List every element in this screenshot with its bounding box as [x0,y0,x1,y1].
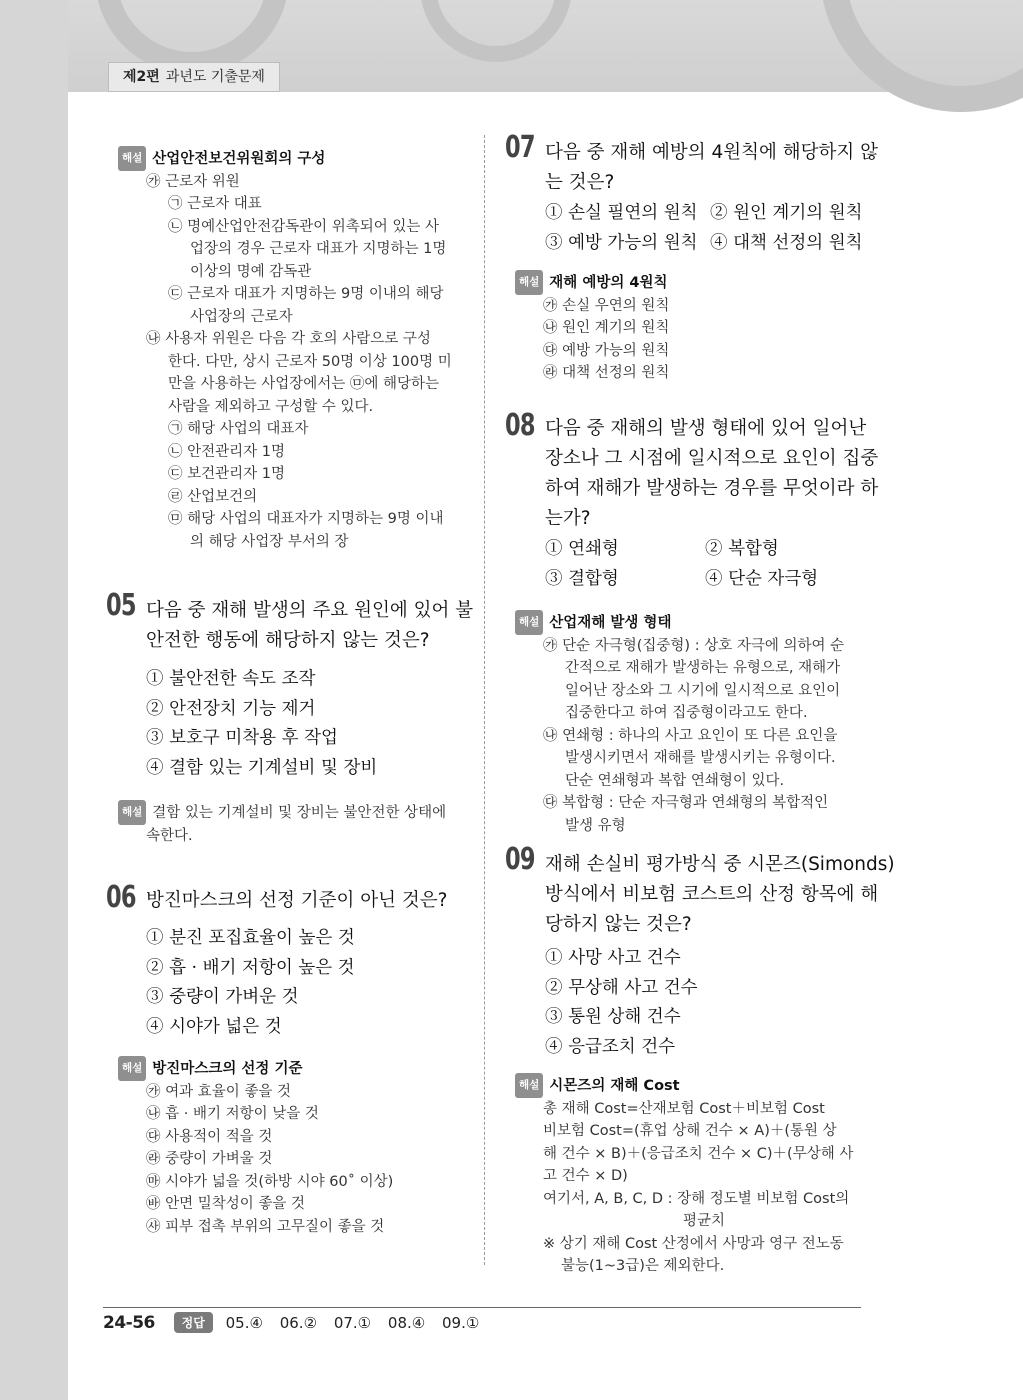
question-number: 05 [106,588,136,623]
option-1[interactable]: ① 손실 필연의 원칙 [545,203,698,223]
question-line: 당하지 않는 것은? [545,914,692,935]
explanation-line: ㉳ 안면 밀착성이 좋을 것 [146,1196,305,1212]
explanation-line: 총 재해 Cost=산재보험 Cost＋비보험 Cost [543,1100,825,1117]
option-4[interactable]: ④ 시야가 넓은 것 [146,1016,282,1037]
option-4[interactable]: ④ 결함 있는 기계설비 및 장비 [146,757,378,778]
answer-07: 07.① [333,1314,372,1332]
question-text-q06 [146,886,447,916]
explanation-line: ㉴ 피부 접촉 부위의 고무질이 좋을 것 [146,1218,385,1235]
question-line: 는 것은? [545,172,615,193]
explanation-line: ㉮ 여과 효율이 좋을 것 [146,1083,291,1100]
explanation-line: 사람을 제외하고 구성할 수 있다. [168,398,374,415]
explanation-line: ※ 상기 재해 Cost 산정에서 사망과 영구 전노동 [543,1235,844,1252]
explanation-title: 산업안전보건위원회의 구성 [152,151,326,167]
option-1[interactable]: ① 불안전한 속도 조작 [146,669,316,689]
explanation-line: ㉰ 예방 가능의 원칙 [543,342,670,359]
explanation-q09 [515,1073,875,1278]
explanation-line: 한다. 다만, 상시 근로자 50명 이상 100명 미 [168,353,452,370]
explanation-badge: 해설 [515,610,543,635]
explanation-line: 발생시키면서 재해를 발생시키는 유형이다. [565,750,836,766]
explanation-line: ㉰ 복합형 : 단순 자극형과 연쇄형의 복합적인 [543,795,829,811]
explanation-line: 사업장의 근로자 [190,308,293,325]
option-3[interactable]: ③ 보호구 미착용 후 작업 [146,728,338,748]
option-2[interactable]: ② 무상해 사고 건수 [545,977,698,998]
option-2[interactable]: ② 안전장치 기능 제거 [146,698,316,719]
explanation-q06 [118,1056,478,1238]
explanation-line: ㉱ 대책 선정의 원칙 [543,365,670,381]
option-2[interactable]: ② 흡 · 배기 저항이 높은 것 [146,957,355,978]
question-number: 06 [106,880,136,915]
explanation-title: 방진마스크의 선정 기준 [152,1061,303,1077]
answer-label: 정답 [174,1312,213,1333]
answer-08: 08.④ [387,1314,426,1332]
footer [103,1312,491,1333]
section-header: 제2편 과년도 기출문제 [108,62,280,92]
question-text-q05 [146,596,473,656]
answer-06: 06.② [279,1314,318,1332]
explanation-q07 [515,270,875,385]
option-3[interactable]: ③ 결합형 [545,568,619,589]
question-line: 다음 중 재해 예방의 4원칙에 해당하지 않 [545,142,878,163]
answer-09: 09.① [442,1314,480,1332]
question-text-q08 [545,414,878,534]
explanation-line: 단순 연쇄형과 복합 연쇄형이 있다. [565,772,785,789]
question-number: 09 [505,842,535,877]
option-1[interactable]: ① 연쇄형 [545,539,619,559]
options-q09 [545,944,698,1062]
option-1[interactable]: ① 분진 포집효율이 높은 것 [146,928,355,948]
gear-decoration-icon [820,0,1023,112]
options-q07 [545,199,863,258]
explanation-title: 시몬즈의 재해 Cost [549,1078,680,1094]
explanation-q05 [118,800,478,847]
explanation-line: 속한다. [146,827,193,844]
question-line: 장소나 그 시점에 일시적으로 요인이 집중 [545,448,879,469]
explanation-line: 간적으로 재해가 발생하는 유형으로, 재해가 [565,660,841,676]
explanation-line: ㉯ 사용자 위원은 다음 각 호의 사람으로 구성 [146,331,431,347]
footer-rule [103,1307,861,1308]
question-text-q09 [545,850,895,940]
option-3[interactable]: ③ 통원 상해 건수 [545,1007,681,1027]
column-divider [484,135,485,1265]
explanation-badge: 해설 [118,800,146,825]
options-q05 [146,665,377,783]
question-line: 방식에서 비보험 코스트의 산정 항목에 해 [545,884,879,905]
question-line: 하여 재해가 발생하는 경우를 무엇이라 하 [545,478,879,499]
option-2[interactable]: ② 원인 계기의 원칙 [710,203,863,223]
explanation-line: 결함 있는 기계설비 및 장비는 불안전한 상태에 [152,805,447,821]
explanation-line: ㉡ 명예산업안전감독관이 위촉되어 있는 사 [168,218,440,235]
option-3[interactable]: ③ 예방 가능의 원칙 [545,232,698,253]
option-4[interactable]: ④ 응급조치 건수 [545,1036,676,1057]
question-number: 08 [505,408,535,443]
explanation-badge: 해설 [118,1056,146,1081]
explanation-line: 집중한다고 하여 집중형이라고도 한다. [565,705,808,721]
explanation-line: 고 건수 × D) [543,1168,628,1184]
option-3[interactable]: ③ 중량이 가벼운 것 [146,987,299,1007]
options-q08 [545,535,818,594]
explanation-line: 평균치 [683,1213,726,1229]
explanation-line: ㉢ 보건관리자 1명 [168,466,285,482]
explanation-line: ㉱ 중량이 가벼울 것 [146,1151,273,1167]
explanation-line: ㉡ 안전관리자 1명 [168,443,285,460]
explanation-title: 재해 예방의 4원칙 [549,275,668,291]
question-number: 07 [505,130,535,165]
question-line: 다음 중 재해의 발생 형태에 있어 일어난 [545,418,867,439]
explanation-line: 의 해당 사업장 부서의 장 [190,533,349,550]
question-line: 방진마스크의 선정 기준이 아닌 것은? [146,890,448,911]
explanation-line: 발생 유형 [565,817,626,834]
explanation-line: ㉯ 흡 · 배기 저항이 낮을 것 [146,1106,319,1122]
explanation-line: 이상의 명예 감독관 [190,263,312,280]
explanation-q08 [515,610,875,837]
explanation-line: 업장의 경우 근로자 대표가 지명하는 1명 [190,241,447,257]
explanation-line: ㉠ 해당 사업의 대표자 [168,421,309,437]
explanation-line: ㉮ 손실 우연의 원칙 [543,297,670,314]
explanation-line: ㉯ 원인 계기의 원칙 [543,320,670,336]
explanation-badge: 해설 [515,1073,543,1098]
explanation-line: ㉯ 연쇄형 : 하나의 사고 요인이 또 다른 요인을 [543,727,838,744]
explanation-line: 여기서, A, B, C, D : 장해 정도별 비보험 Cost의 [543,1190,850,1207]
explanation-line: ㉮ 근로자 위원 [146,173,240,190]
explanation-q04 [118,146,478,553]
question-line: 안전한 행동에 해당하지 않는 것은? [146,630,430,651]
question-line: 재해 손실비 평가방식 중 시몬즈(Simonds) [545,854,895,875]
explanation-line: ㉤ 해당 사업의 대표자가 지명하는 9명 이내 [168,511,444,527]
question-line: 다음 중 재해 발생의 주요 원인에 있어 불 [146,600,474,621]
explanation-badge: 해설 [515,270,543,295]
explanation-line: 해 건수 × B)＋(응급조치 건수 × C)＋(무상해 사 [543,1145,854,1162]
explanation-line: ㉰ 사용적이 적을 것 [146,1128,273,1145]
explanation-line: ㉲ 시야가 넓을 것(하방 시야 60˚ 이상) [146,1173,394,1190]
explanation-line: ㉠ 근로자 대표 [168,196,262,212]
explanation-line: ㉣ 산업보건의 [168,488,258,505]
option-4[interactable]: ④ 단순 자극형 [705,568,819,589]
explanation-badge: 해설 [118,146,146,171]
answer-05: 05.④ [225,1314,263,1332]
option-2[interactable]: ② 복합형 [705,539,779,559]
explanation-line: ㉮ 단순 자극형(집중형) : 상호 자극에 의하여 순 [543,637,845,654]
option-4[interactable]: ④ 대책 선정의 원칙 [710,232,863,253]
explanation-line: ㉢ 근로자 대표가 지명하는 9명 이내의 해당 [168,286,444,302]
option-1[interactable]: ① 사망 사고 건수 [545,948,681,968]
left-margin-background [0,0,68,1400]
explanation-title: 산업재해 발생 형태 [549,615,672,631]
page-number: 24-56 [103,1313,155,1333]
explanation-line: 만을 사용하는 사업장에서는 ㉤에 해당하는 [168,376,440,392]
question-text-q07 [545,138,878,198]
explanation-line: 비보험 Cost=(휴업 상해 건수 × A)＋(통원 상 [543,1123,837,1139]
options-q06 [146,924,355,1042]
explanation-line: 일어난 장소와 그 시기에 일시적으로 요인이 [565,682,841,699]
question-line: 는가? [545,508,591,529]
explanation-line: 불능(1~3급)은 제외한다. [561,1258,725,1274]
